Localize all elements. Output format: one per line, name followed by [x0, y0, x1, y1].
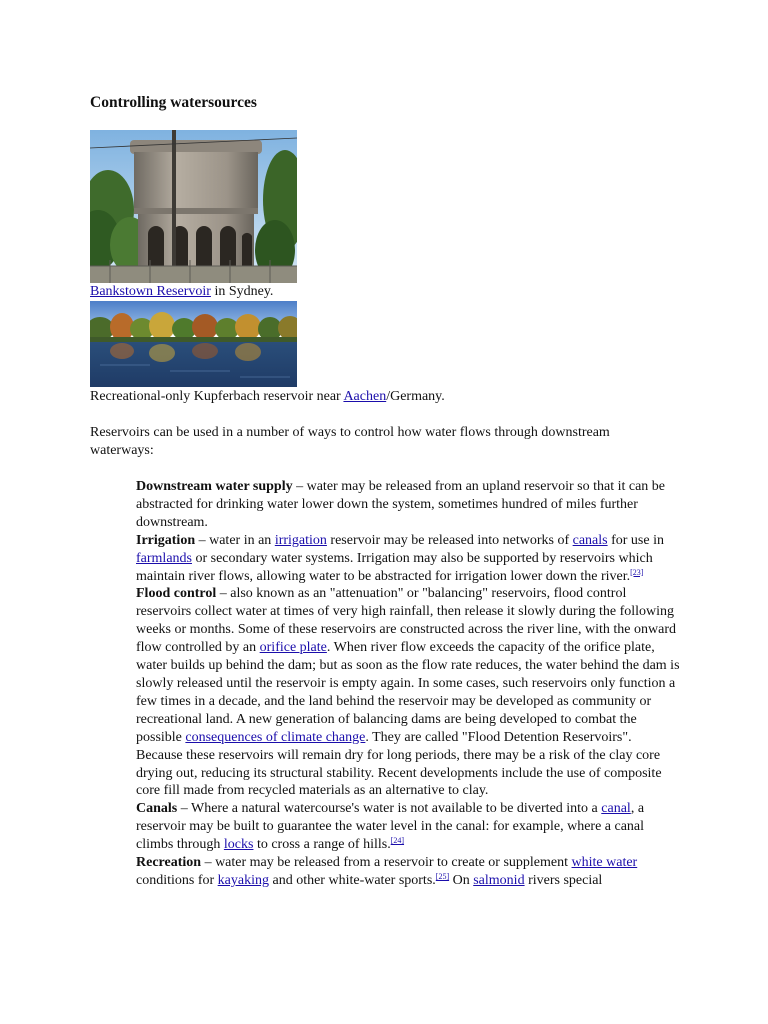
figure-caption-bankstown: Bankstown Reservoir in Sydney.: [90, 284, 274, 299]
climate-change-link[interactable]: consequences of climate change: [185, 729, 366, 745]
intro-paragraph: Reservoirs can be used in a number of ways to control how water flows through downstream waterways:: [90, 425, 610, 458]
white-water-link[interactable]: white water: [571, 855, 638, 871]
salmonid-link[interactable]: salmonid: [473, 872, 525, 888]
reference-23-link[interactable]: [23]: [630, 567, 644, 577]
list-item-recreation: Recreation – water may be released from a reservoir to create or supplement white water conditions for kayaking and other white-water sports.[25] On salmonid rivers special: [136, 855, 638, 888]
reference-24-link[interactable]: [24]: [390, 836, 405, 846]
canal-link[interactable]: canal: [601, 801, 631, 817]
orifice-plate-link[interactable]: orifice plate: [259, 640, 327, 656]
list-item-downstream-supply: Downstream water supply – water may be released from an upland reservoir so that it can be abstracted for drinking water lower down the system, sometimes hundred of miles further downstream.: [136, 479, 666, 530]
section-heading: Controlling watersources: [90, 94, 257, 111]
aachen-link[interactable]: Aachen: [343, 389, 387, 404]
farmlands-link[interactable]: farmlands: [136, 550, 192, 566]
list-item-canals: Canals – Where a natural watercourse's water is not available to be diverted into a canal, a reservoir may be built to guarantee the water level in the canal: for example, where a canal climbs through locks to cross a range of hills.[24]: [136, 801, 645, 853]
figure-caption-kupferbach: Recreational-only Kupferbach reservoir near Aachen/Germany.: [90, 389, 445, 404]
term-recreation: Recreation: [136, 855, 202, 871]
kupferbach-reservoir-photo[interactable]: [90, 301, 297, 387]
list-item-flood-control: Flood control – also known as an "attenuation" or "balancing" reservoirs, flood control reservoirs collect water at times of very high rainfall, then release it slowly during the following weeks or months. Some of these reservoirs are constructed across the river line, with the onward flow controlled by an orifice plate. When river flow exceeds the capacity of the orifice plate, water builds up behind the dam; but as soon as the flow rate reduces, the water behind the dam is slowly released until the reservoir is empty again. In some cases, such reservoirs only function a few times in a decade, and the land behind the reservoir may be developed as community or recreational land. A new generation of balancing dams are being developed to combat the possible consequences of climate change. They are called "Flood Detention Reservoirs". Because these reservoirs will remain dry for long periods, there may be a risk of the clay core drying out, reducing its structural stability. Recent developments include the use of composite core fill made from recycled materials as an alternative to clay.: [136, 586, 680, 799]
canals-link[interactable]: canals: [572, 532, 608, 548]
bankstown-reservoir-link[interactable]: Bankstown Reservoir: [90, 284, 211, 299]
irrigation-link[interactable]: irrigation: [274, 532, 327, 548]
list-item-irrigation: Irrigation – water in an irrigation reservoir may be released into networks of canals for use in farmlands or secondary water systems. Irrigation may also be supported by reservoirs which maintain river flows, allowing water to be abstracted for irrigation lower down the river.[23]: [136, 532, 664, 584]
term-flood-control: Flood control: [136, 586, 217, 602]
locks-link[interactable]: locks: [223, 837, 254, 853]
term-downstream-water-supply: Downstream water supply: [136, 479, 293, 494]
bankstown-reservoir-photo[interactable]: [90, 130, 297, 283]
reference-25-link[interactable]: [25]: [435, 871, 450, 881]
term-irrigation: Irrigation: [136, 532, 196, 548]
term-canals: Canals: [136, 801, 178, 817]
uses-list: [136, 478, 681, 890]
kayaking-link[interactable]: kayaking: [217, 872, 269, 888]
